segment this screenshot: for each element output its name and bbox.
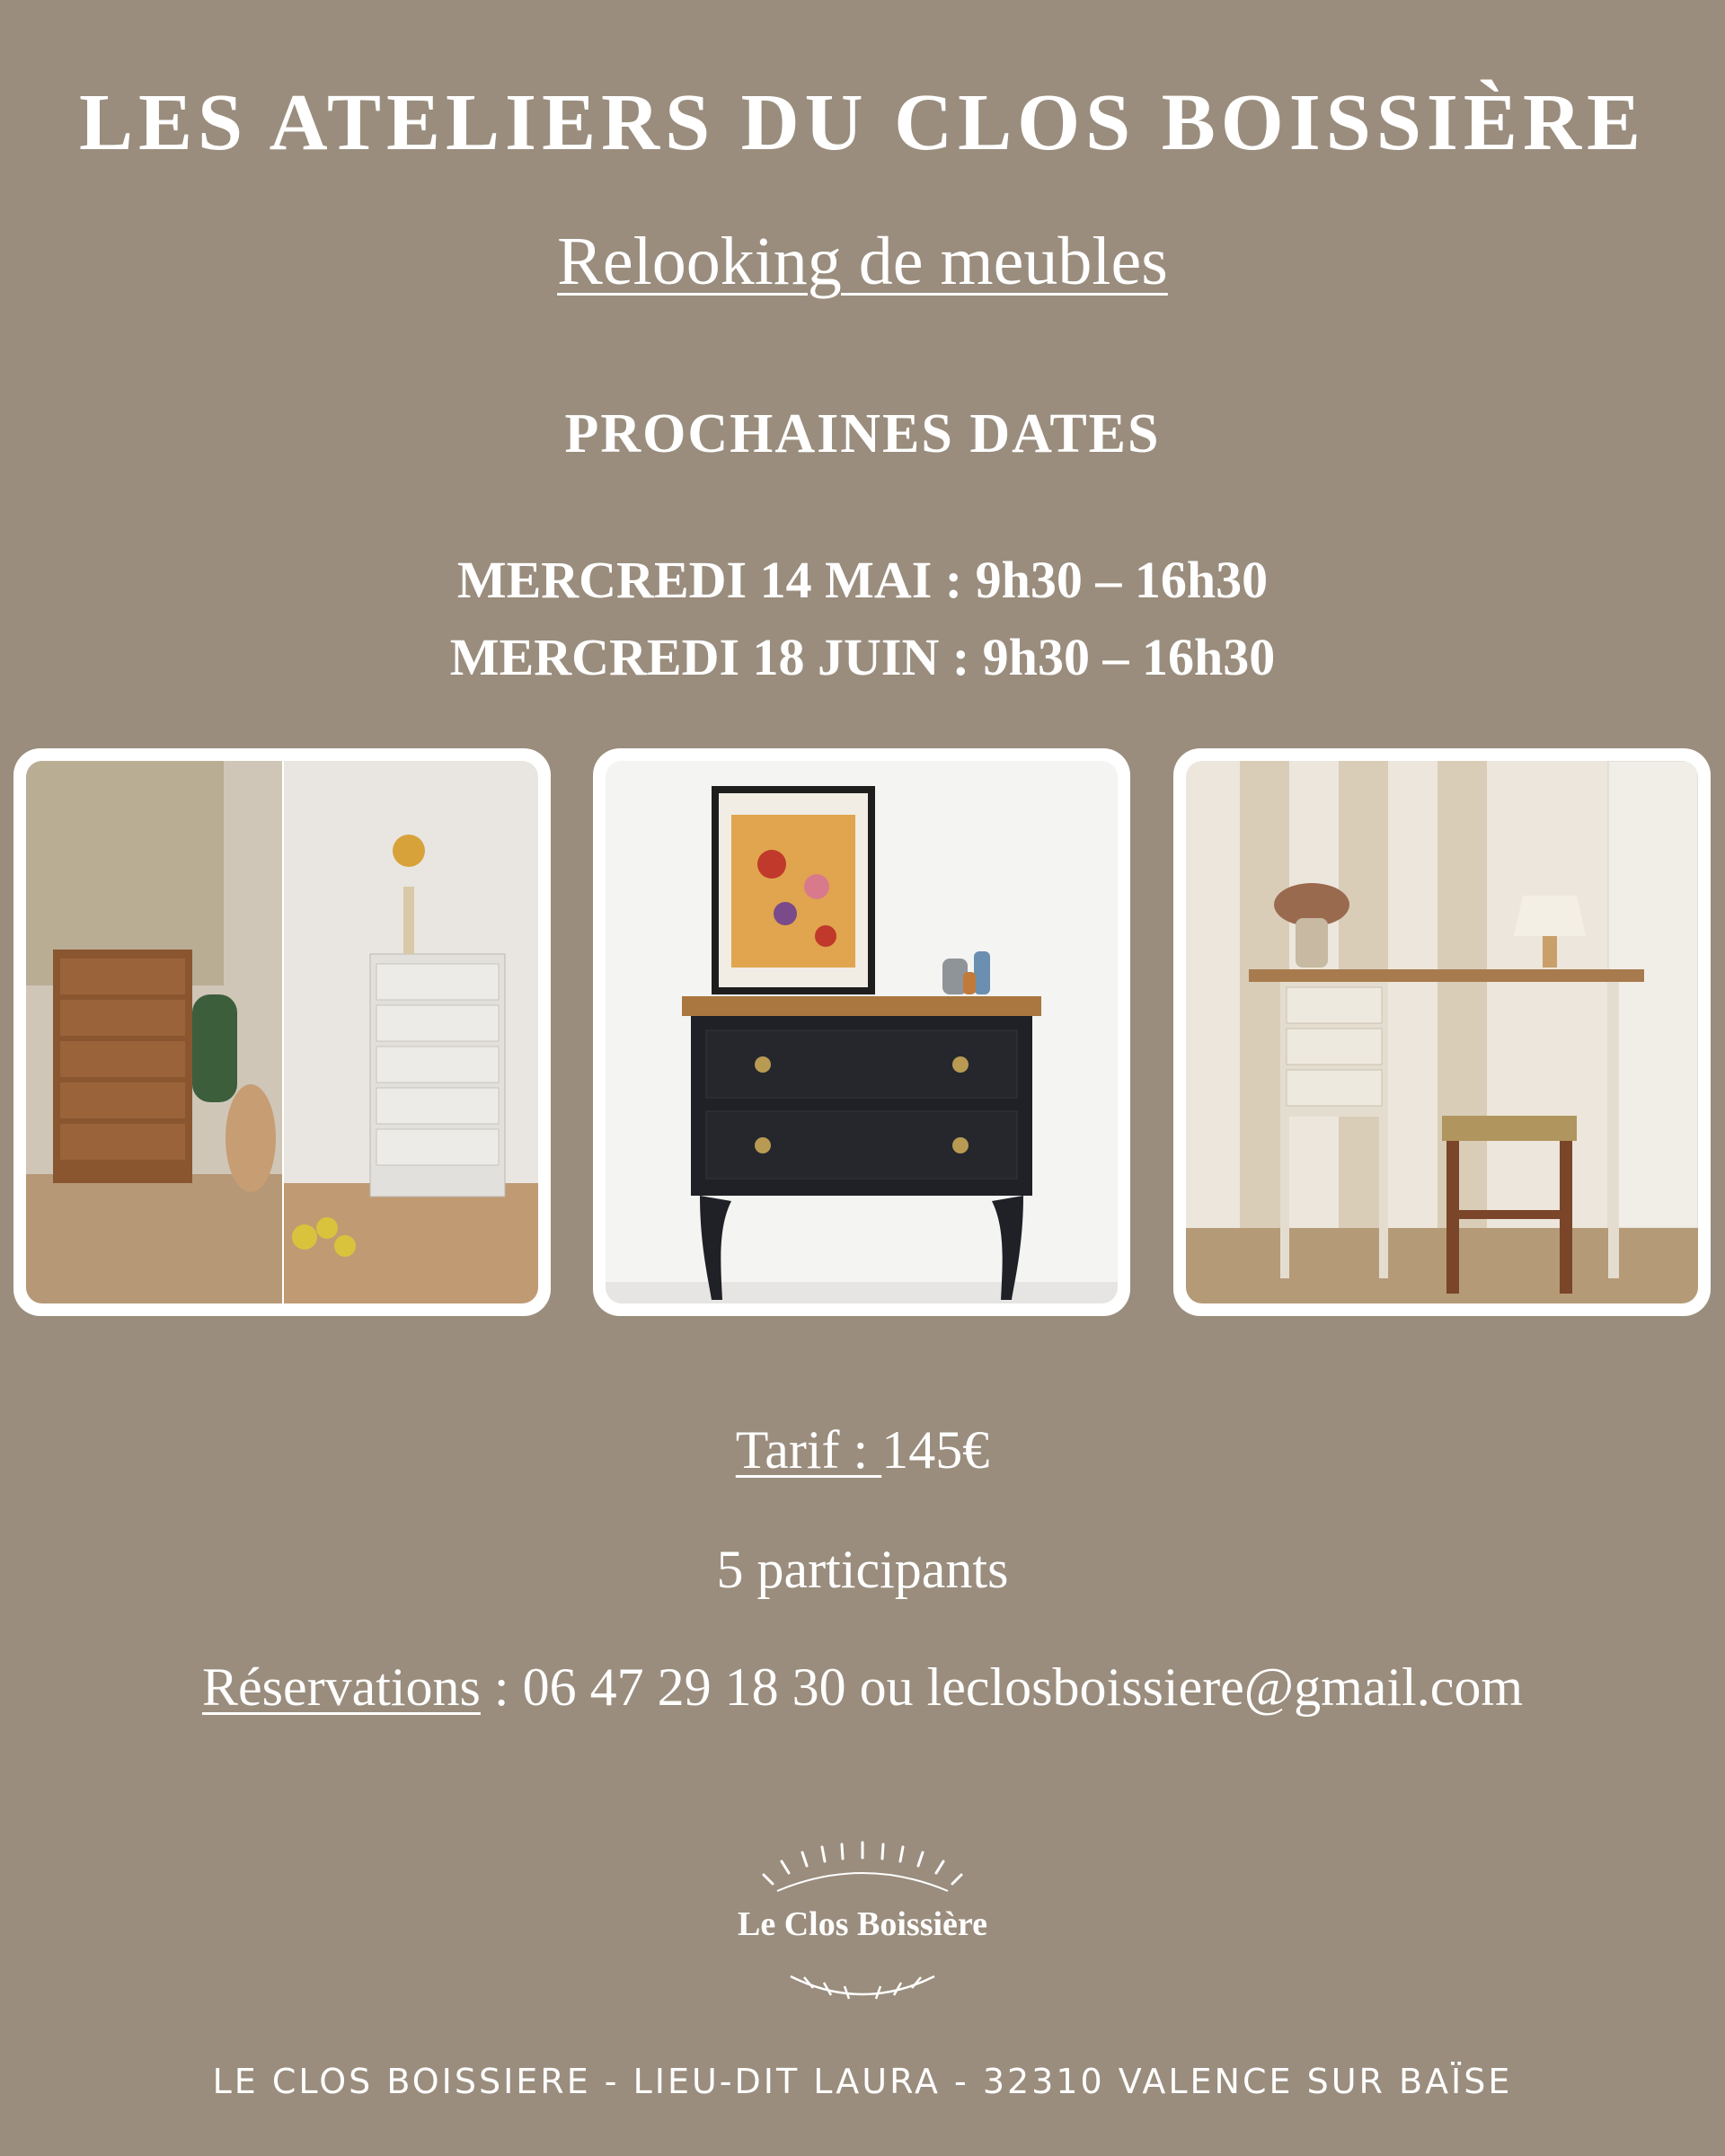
participants-line: 5 participants: [716, 1540, 1009, 1599]
date-line-1: MERCREDI 14 MAI : 9h30 – 16h30: [456, 551, 1269, 609]
reservations-line: [0, 1657, 1725, 1719]
footer-address: LE CLOS BOISSIERE - LIEU-DIT LAURA - 32310 VALENCE SUR BAÏSE: [212, 2062, 1513, 2101]
section-heading-dates: PROCHAINES DATES: [564, 403, 1161, 464]
reservations-contact[interactable]: : 06 47 29 18 30 ou leclosboissiere@gmail.com: [480, 1657, 1524, 1717]
photo-chest-of-drawers: [13, 748, 551, 1316]
tarif-label: Tarif :: [735, 1420, 882, 1480]
brand-logo: [728, 1819, 997, 2026]
tarif-line: [0, 1419, 1725, 1481]
photo-black-commode: [593, 748, 1130, 1316]
logo-name: Le Clos Boissière: [738, 1905, 987, 1943]
reservations-label: Réservations: [201, 1657, 481, 1717]
page-subtitle: Relooking de meubles: [557, 224, 1168, 299]
laurel-icon: [791, 1976, 934, 1999]
page-title: LES ATELIERS DU CLOS BOISSIÈRE: [79, 78, 1646, 167]
date-line-2: MERCREDI 18 JUIN : 9h30 – 16h30: [449, 628, 1276, 686]
tarif-value: 145€: [881, 1420, 990, 1480]
photo-painted-desk: [1173, 748, 1711, 1316]
